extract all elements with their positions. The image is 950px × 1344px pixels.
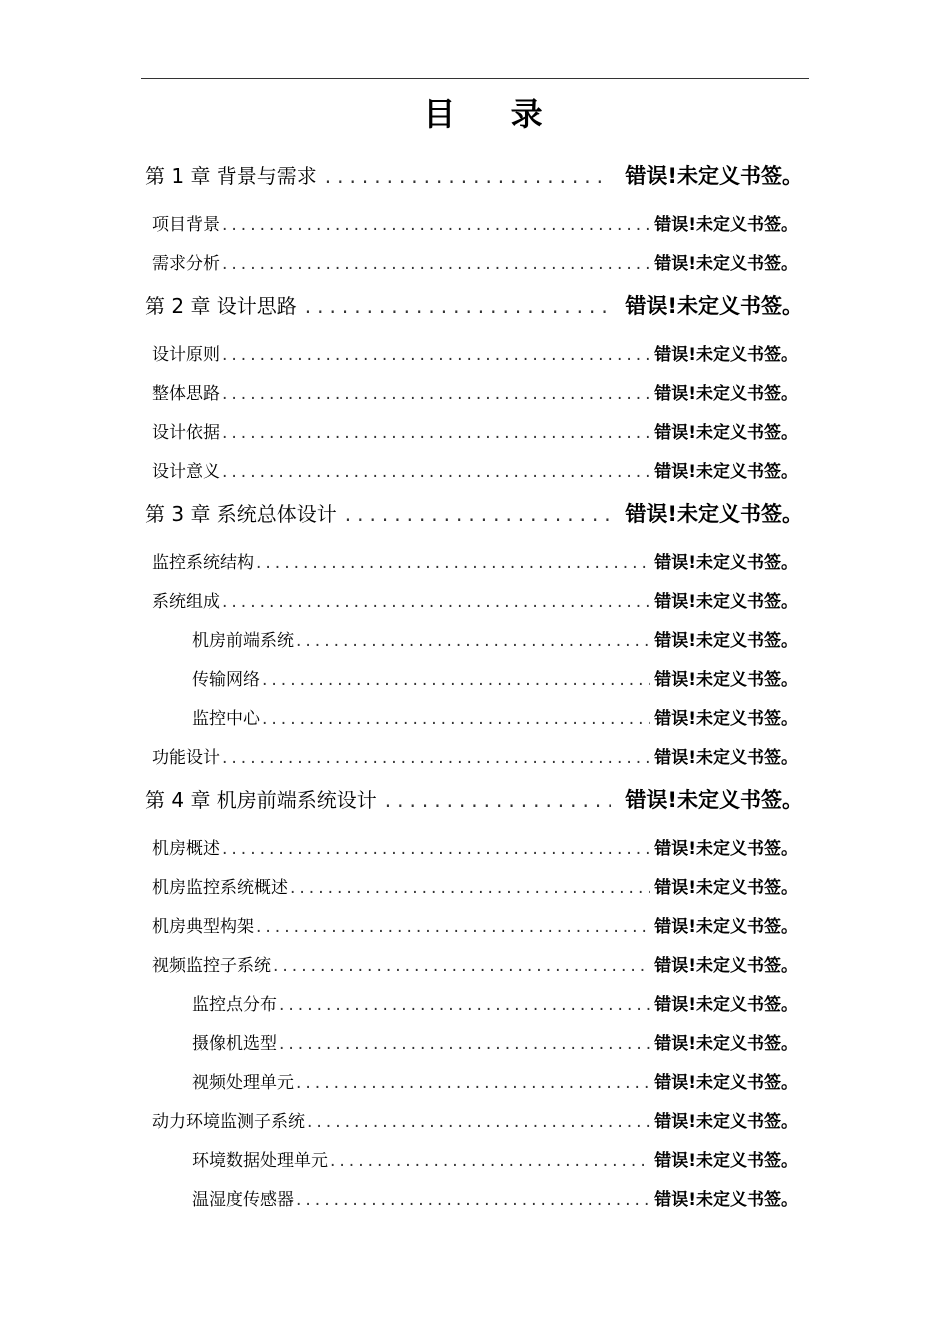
dot-leader xyxy=(222,839,650,859)
toc-entry[interactable] xyxy=(152,210,798,236)
toc-entry-title: 第 3 章 系统总体设计 xyxy=(145,502,337,526)
toc-entry-page-ref: 错误!未定义书签。 xyxy=(654,631,798,651)
toc-entry-title: 监控中心 xyxy=(192,709,260,729)
toc-entry-title: 设计原则 xyxy=(152,345,220,365)
dot-leader xyxy=(256,917,650,937)
dot-leader xyxy=(222,462,650,482)
toc-entry-page-ref: 错误!未定义书签。 xyxy=(654,709,798,729)
toc-entry-title: 动力环境监测子系统 xyxy=(152,1112,305,1132)
dot-leader xyxy=(273,956,650,976)
toc-entry[interactable] xyxy=(152,873,798,899)
toc-entry-title: 温湿度传感器 xyxy=(192,1190,294,1210)
toc-entry-page-ref: 错误!未定义书签。 xyxy=(654,995,798,1015)
toc-entry[interactable] xyxy=(152,340,798,366)
toc-entry-page-ref: 错误!未定义书签。 xyxy=(654,1151,798,1171)
toc-chapter-entry[interactable] xyxy=(145,160,803,190)
toc-entry-title: 第 1 章 背景与需求 xyxy=(145,164,317,188)
dot-leader xyxy=(296,631,650,651)
toc-entry-title: 设计依据 xyxy=(152,423,220,443)
toc-entry-title: 需求分析 xyxy=(152,254,220,274)
toc-entry-title: 传输网络 xyxy=(192,670,260,690)
toc-entry[interactable] xyxy=(192,626,798,652)
dot-leader xyxy=(222,384,650,404)
dot-leader xyxy=(256,553,650,573)
dot-leader xyxy=(279,995,650,1015)
dot-leader xyxy=(345,502,612,526)
toc-entry-title: 视频处理单元 xyxy=(192,1073,294,1093)
toc-entry[interactable] xyxy=(192,990,798,1016)
toc-entry-page-ref: 错误!未定义书签。 xyxy=(654,1073,798,1093)
toc-entry-page-ref: 错误!未定义书签。 xyxy=(654,839,798,859)
toc-entry-page-ref: 错误!未定义书签。 xyxy=(625,164,803,188)
dot-leader xyxy=(262,709,650,729)
toc-entry-title: 项目背景 xyxy=(152,215,220,235)
toc-entry-page-ref: 错误!未定义书签。 xyxy=(654,1190,798,1210)
toc-entry[interactable] xyxy=(152,249,798,275)
toc-entry-title: 功能设计 xyxy=(152,748,220,768)
toc-entry-page-ref: 错误!未定义书签。 xyxy=(654,462,798,482)
dot-leader xyxy=(296,1190,650,1210)
toc-entry-page-ref: 错误!未定义书签。 xyxy=(625,788,803,812)
toc-entry-page-ref: 错误!未定义书签。 xyxy=(625,502,803,526)
dot-leader xyxy=(222,748,650,768)
toc-entry-page-ref: 错误!未定义书签。 xyxy=(654,215,798,235)
toc-entry[interactable] xyxy=(152,1107,798,1133)
toc-entry-title: 监控点分布 xyxy=(192,995,277,1015)
dot-leader xyxy=(296,1073,650,1093)
toc-entry-page-ref: 错误!未定义书签。 xyxy=(654,423,798,443)
toc-entry-title: 系统组成 xyxy=(152,592,220,612)
toc-entry[interactable] xyxy=(192,665,798,691)
toc-entry-page-ref: 错误!未定义书签。 xyxy=(654,1112,798,1132)
dot-leader xyxy=(222,423,650,443)
toc-entry[interactable] xyxy=(192,704,798,730)
toc-entry-page-ref: 错误!未定义书签。 xyxy=(654,1034,798,1054)
toc-entry[interactable] xyxy=(152,457,798,483)
toc-title: 目 录 xyxy=(423,95,565,133)
dot-leader xyxy=(262,670,650,690)
toc-entry-title: 摄像机选型 xyxy=(192,1034,277,1054)
dot-leader xyxy=(325,164,612,188)
dot-leader xyxy=(307,1112,650,1132)
dot-leader xyxy=(305,294,612,318)
dot-leader xyxy=(222,215,650,235)
toc-entry[interactable] xyxy=(152,951,798,977)
toc-chapter-entry[interactable] xyxy=(145,784,803,814)
toc-entry[interactable] xyxy=(152,743,798,769)
toc-entry-title: 环境数据处理单元 xyxy=(192,1151,328,1171)
toc-chapter-entry[interactable] xyxy=(145,498,803,528)
toc-entry-page-ref: 错误!未定义书签。 xyxy=(654,384,798,404)
toc-entry-title: 机房典型构架 xyxy=(152,917,254,937)
dot-leader xyxy=(330,1151,650,1171)
toc-entry-title: 机房概述 xyxy=(152,839,220,859)
toc-entry[interactable] xyxy=(152,418,798,444)
toc-entry[interactable] xyxy=(192,1146,798,1172)
toc-entry-page-ref: 错误!未定义书签。 xyxy=(654,917,798,937)
dot-leader xyxy=(222,254,650,274)
toc-entry-title: 监控系统结构 xyxy=(152,553,254,573)
toc-entry-page-ref: 错误!未定义书签。 xyxy=(654,956,798,976)
toc-entry-page-ref: 错误!未定义书签。 xyxy=(654,878,798,898)
toc-entry-page-ref: 错误!未定义书签。 xyxy=(654,254,798,274)
toc-entry-title: 第 2 章 设计思路 xyxy=(145,294,297,318)
toc-entry-page-ref: 错误!未定义书签。 xyxy=(654,748,798,768)
toc-entry-title: 第 4 章 机房前端系统设计 xyxy=(145,788,377,812)
toc-entry[interactable] xyxy=(152,834,798,860)
toc-entry-page-ref: 错误!未定义书签。 xyxy=(625,294,803,318)
toc-entry[interactable] xyxy=(152,548,798,574)
toc-chapter-entry[interactable] xyxy=(145,290,803,320)
toc-entry-title: 机房前端系统 xyxy=(192,631,294,651)
dot-leader xyxy=(279,1034,650,1054)
toc-entry[interactable] xyxy=(152,912,798,938)
toc-entry-title: 设计意义 xyxy=(152,462,220,482)
toc-entry[interactable] xyxy=(192,1068,798,1094)
dot-leader xyxy=(222,592,650,612)
toc-entry[interactable] xyxy=(192,1185,798,1211)
dot-leader xyxy=(385,788,612,812)
toc-entry-title: 整体思路 xyxy=(152,384,220,404)
dot-leader xyxy=(290,878,650,898)
toc-entry-title: 视频监控子系统 xyxy=(152,956,271,976)
toc-entry-page-ref: 错误!未定义书签。 xyxy=(654,553,798,573)
dot-leader xyxy=(222,345,650,365)
toc-entry-page-ref: 错误!未定义书签。 xyxy=(654,592,798,612)
toc-entry[interactable] xyxy=(152,379,798,405)
toc-entry-page-ref: 错误!未定义书签。 xyxy=(654,345,798,365)
toc-entry[interactable] xyxy=(152,587,798,613)
toc-entry[interactable] xyxy=(192,1029,798,1055)
toc-entry-title: 机房监控系统概述 xyxy=(152,878,288,898)
toc-entry-page-ref: 错误!未定义书签。 xyxy=(654,670,798,690)
